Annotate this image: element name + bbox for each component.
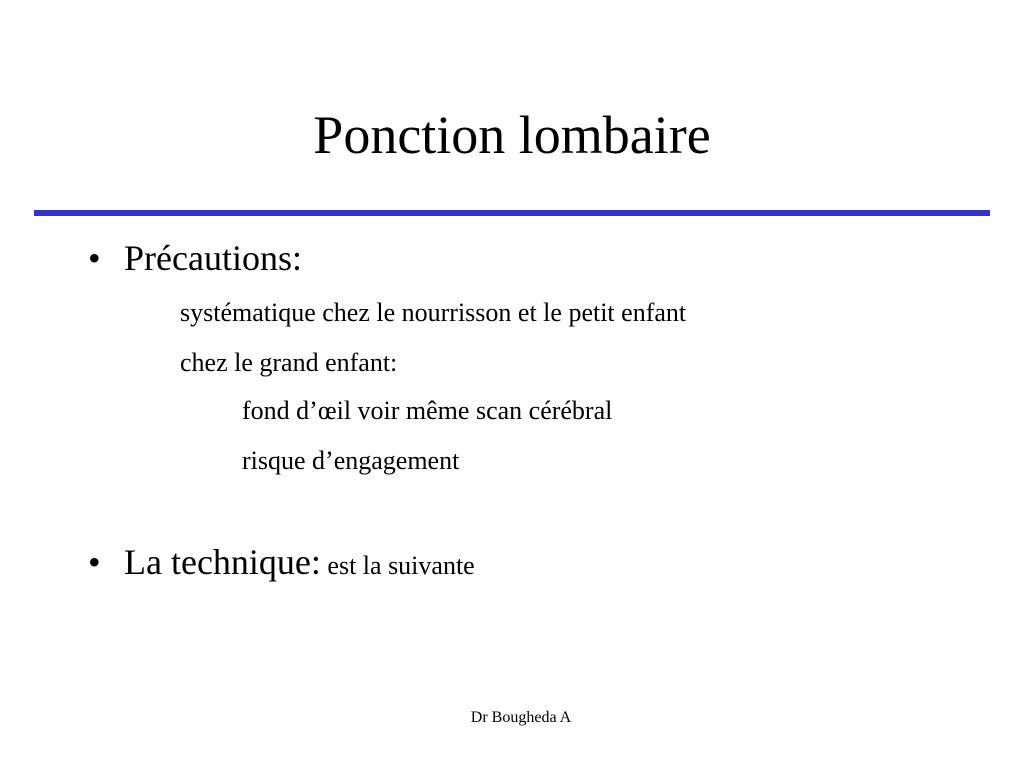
- subitem-nourrisson: systématique chez le nourrisson et le petit enfant: [180, 298, 687, 327]
- bullet-technique: [88, 540, 475, 588]
- bullet-label: Précautions:: [124, 238, 302, 278]
- subitem-fond-oeil: fond d’œil voir même scan cérébral: [242, 396, 613, 425]
- bullet-suffix: est la suivante: [320, 551, 475, 580]
- slide-title: Ponction lombaire: [313, 105, 711, 165]
- bullet-precautions: [88, 236, 302, 280]
- bullet-label: La technique:: [124, 542, 321, 582]
- bullet-marker: •: [88, 238, 101, 278]
- slide-footer: [0, 708, 1024, 728]
- bullet-marker: •: [88, 542, 101, 582]
- footer-author: Dr Bougheda A: [470, 709, 572, 726]
- title-divider: [34, 210, 990, 216]
- subitem-risque-engagement: risque d’engagement: [242, 446, 460, 475]
- subitem-grand-enfant: chez le grand enfant:: [180, 348, 398, 377]
